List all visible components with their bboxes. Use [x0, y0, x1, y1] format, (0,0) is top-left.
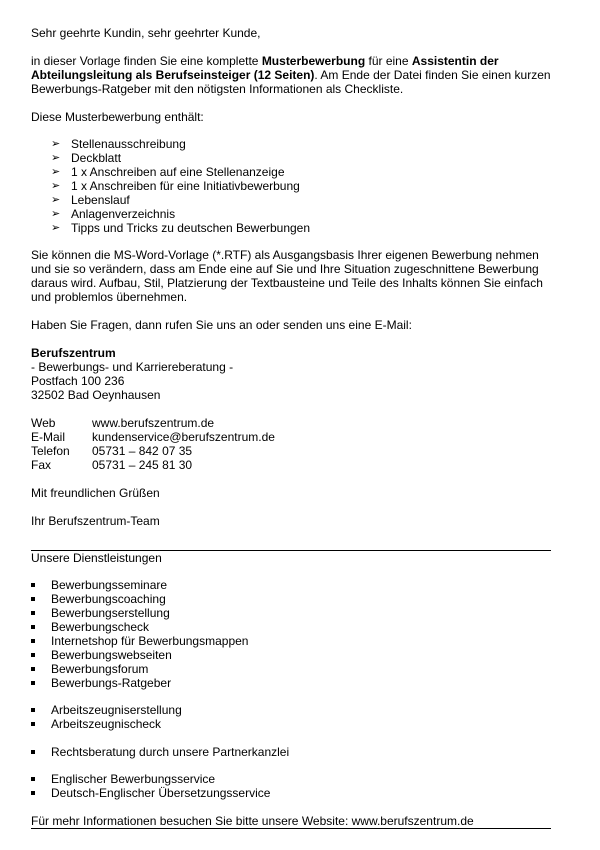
contact-label: Fax — [31, 458, 52, 472]
contact-row-web — [31, 416, 551, 430]
contact-row-fax — [31, 458, 551, 472]
square-bullet-icon — [31, 667, 35, 671]
company-subtitle: - Bewerbungs- und Karriereberatung - — [31, 360, 234, 374]
list-item: Bewerbungsseminare — [31, 578, 551, 592]
intro-bold2: Assistentin der Abteilungsleitung als Berufseinsteiger (12 Seiten) — [31, 54, 499, 82]
closing: Mit freundlichen Grüßen — [31, 486, 160, 500]
arrow-bullet-icon: ➢ — [51, 194, 61, 206]
list-item: ➢ 1 x Anschreiben auf eine Stellenanzeige — [51, 165, 285, 179]
footer-divider — [31, 828, 551, 829]
intro-part1: in dieser Vorlage finden Sie eine komplette — [31, 54, 262, 68]
list-item: Englischer Bewerbungsservice — [31, 772, 551, 786]
list-item: Bewerbungserstellung — [31, 606, 551, 620]
square-bullet-icon — [31, 681, 35, 685]
contact-block — [31, 416, 551, 472]
square-bullet-icon — [31, 611, 35, 615]
contact-value[interactable]: www.berufszentrum.de — [92, 416, 215, 430]
square-bullet-icon — [31, 639, 35, 643]
arrow-bullet-icon: ➢ — [51, 208, 61, 220]
questions-paragraph: Haben Sie Fragen, dann rufen Sie uns an oder senden uns eine E-Mail: — [31, 318, 412, 332]
square-bullet-icon — [31, 750, 35, 754]
company-name: Berufszentrum — [31, 346, 116, 360]
square-bullet-icon — [31, 777, 35, 781]
list-item: Bewerbungswebseiten — [31, 648, 551, 662]
list-item: ➢ 1 x Anschreiben für eine Initiativbewerbung — [51, 179, 300, 193]
list-item: ➢ Stellenausschreibung — [51, 137, 186, 151]
list-item: Bewerbungs-Ratgeber — [31, 676, 551, 690]
intro-part2: für eine — [365, 54, 412, 68]
list-item: Bewerbungscheck — [31, 620, 551, 634]
list-item: Bewerbungsforum — [31, 662, 551, 676]
square-bullet-icon — [31, 722, 35, 726]
services-heading: Unsere Dienstleistungen — [31, 551, 162, 565]
square-bullet-icon — [31, 791, 35, 795]
contact-label: Web — [31, 416, 56, 430]
square-bullet-icon — [31, 625, 35, 629]
contact-label: E-Mail — [31, 430, 66, 444]
square-bullet-icon — [31, 708, 35, 712]
contact-value[interactable]: kundenservice@berufszentrum.de — [92, 430, 275, 444]
arrow-bullet-icon: ➢ — [51, 222, 61, 234]
services-list-4 — [31, 772, 551, 800]
intro-paragraph — [31, 54, 551, 96]
list-item: Deutsch-Englischer Übersetzungsservice — [31, 786, 551, 800]
contents-heading: Diese Musterbewerbung enthält: — [31, 110, 204, 124]
contents-list — [31, 137, 551, 235]
list-item: ➢ Deckblatt — [51, 151, 122, 165]
list-item: Internetshop für Bewerbungsmappen — [31, 634, 551, 648]
list-item: ➢ Anlagenverzeichnis — [51, 207, 176, 221]
list-item: Arbeitszeugnischeck — [31, 717, 551, 731]
footer-text: Für mehr Informationen besuchen Sie bitte unsere Website: www.berufszentrum.de — [31, 814, 474, 828]
square-bullet-icon — [31, 653, 35, 657]
postbox: Postfach 100 236 — [31, 374, 125, 388]
list-item: ➢ Lebenslauf — [51, 193, 130, 207]
list-item: ➢ Tipps und Tricks zu deutschen Bewerbungen — [51, 221, 311, 235]
intro-part3: . Am Ende der Datei finden Sie einen kurzen Bewerbungs-Ratgeber mit den nötigsten Informationen als Checkliste. — [31, 68, 551, 96]
arrow-bullet-icon: ➢ — [51, 180, 61, 192]
contact-label: Telefon — [31, 444, 70, 458]
square-bullet-icon — [31, 597, 35, 601]
list-item: Arbeitszeugniserstellung — [31, 703, 551, 717]
city: 32502 Bad Oeynhausen — [31, 388, 161, 402]
contact-value: 05731 – 842 07 35 — [92, 444, 193, 458]
list-item: Rechtsberatung durch unsere Partnerkanzlei — [31, 745, 551, 759]
arrow-bullet-icon: ➢ — [51, 138, 61, 150]
services-list-2 — [31, 703, 551, 731]
arrow-bullet-icon: ➢ — [51, 166, 61, 178]
contact-row-phone — [31, 444, 551, 458]
contact-value: 05731 – 245 81 30 — [92, 458, 193, 472]
square-bullet-icon — [31, 583, 35, 587]
services-list-3 — [31, 745, 551, 759]
address-block — [31, 346, 551, 402]
greeting: Sehr geehrte Kundin, sehr geehrter Kunde, — [31, 26, 261, 40]
document-page — [31, 26, 551, 829]
list-item: Bewerbungscoaching — [31, 592, 551, 606]
contact-row-email — [31, 430, 551, 444]
intro-bold1: Musterbewerbung — [261, 54, 366, 68]
signature: Ihr Berufszentrum-Team — [31, 514, 160, 528]
usage-paragraph: Sie können die MS-Word-Vorlage (*.RTF) als Ausgangsbasis Ihrer eigenen Bewerbung nehmen und sie so verändern, dass am Ende eine auf Sie und Ihre Situation zugeschnittene Bewerbung daraus wird. Aufbau, Stil, Platzierung der Textbausteine und Teile des Inhalts können Sie einfach und problemlos übernehmen. — [31, 248, 543, 304]
services-list-1 — [31, 578, 551, 690]
arrow-bullet-icon: ➢ — [51, 152, 61, 164]
